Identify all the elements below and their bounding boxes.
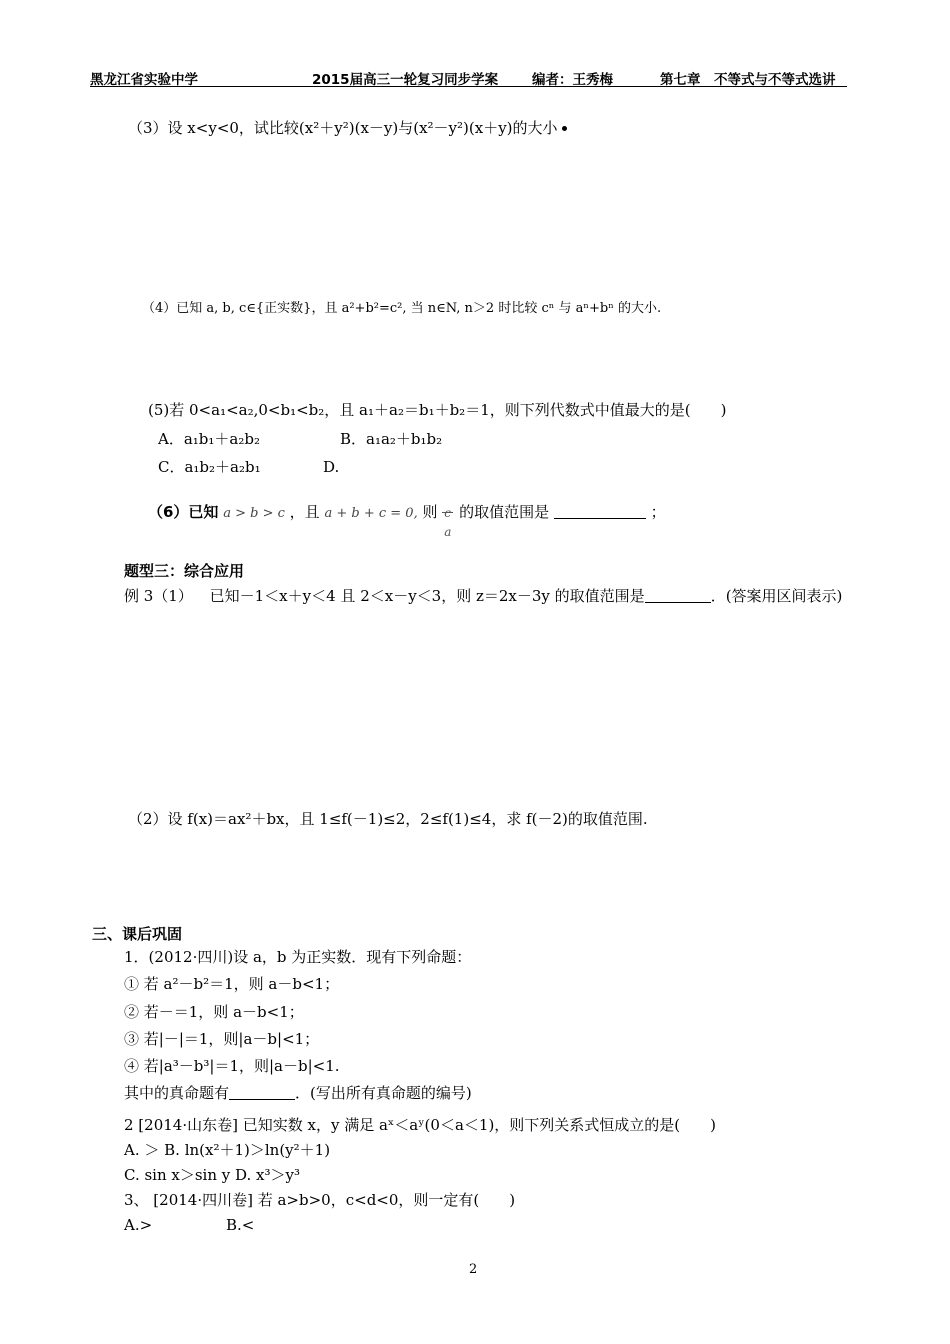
page-header — [90, 66, 847, 86]
homework-1-stem: 1．(2012·四川)设 a，b 为正实数．现有下列命题： — [124, 948, 472, 966]
homework-1-proposition-2: ② 若－＝1，则 a－b<1； — [124, 1003, 304, 1021]
section-heading-homework: 三、课后巩固 — [92, 925, 183, 943]
question-5-option-a: A．a₁b₁＋a₂b₂ — [158, 430, 260, 448]
homework-1-question: 其中的真命题有 ．(写出所有真命题的编号) — [124, 1084, 472, 1102]
example-3-part-2: （2）设 f(x)＝ax²＋bx，且 1≤f(－1)≤2，2≤f(1)≤4，求 f(－2)的取值范围. — [128, 810, 648, 828]
page-number: 2 — [469, 1262, 478, 1277]
question-3: （3）设 x<y<0，试比较(x²＋y²)(x－y)与(x²－y²)(x＋y)的大小 — [128, 118, 567, 138]
question-4: （4）已知 a, b, c∈{正实数}，且 a²+b²=c², 当 n∈N, n＞2 时比较 cⁿ 与 aⁿ+bⁿ 的大小. — [142, 301, 662, 316]
header-school: 黑龙江省实验中学 — [90, 72, 198, 88]
section-heading-type3: 题型三：综合应用 — [124, 562, 245, 580]
header-chapter: 第七章 不等式与不等式选讲 — [660, 72, 836, 88]
condition-sum: a + b + c = 0, — [324, 506, 418, 521]
example-3-part-1: 例 3（1） 已知－1＜x＋y＜4 且 2＜x－y＜3，则 z＝2x－3y 的取值范围是 ．(答案用区间表示) — [124, 587, 843, 605]
condition-inequality: a > b > c — [223, 506, 285, 521]
question-5-option-c: C．a₁b₂＋a₂b₁ — [158, 458, 261, 476]
bullet-dot — [562, 126, 567, 131]
answer-blank[interactable] — [554, 504, 646, 519]
header-author: 编者：王秀梅 — [532, 72, 613, 88]
homework-3-option-b: B.< — [226, 1216, 255, 1234]
answer-blank[interactable] — [229, 1085, 295, 1100]
question-6: （6）已知 a > b > c ，且 a + b + c = 0, 则 c a 的取值范围是 ； — [148, 494, 666, 530]
question-5-stem: (5)若 0<a₁<a₂,0<b₁<b₂，且 a₁＋a₂＝b₁＋b₂＝1，则下列代数式中值最大的是( ) — [148, 401, 727, 419]
homework-3-stem: 3、 [2014·四川卷] 若 a>b>0，c<d<0，则一定有( ) — [124, 1191, 516, 1209]
homework-1-proposition-4: ④ 若|a³－b³|＝1，则|a－b|<1. — [124, 1057, 340, 1075]
question-5-option-d: D. — [323, 458, 340, 476]
homework-2-stem: 2 [2014·山东卷] 已知实数 x，y 满足 aˣ＜aʸ(0＜a＜1)，则下列关系式恒成立的是( ) — [124, 1116, 716, 1134]
answer-blank[interactable] — [645, 588, 711, 603]
homework-2-options-ab: A. ＞ B. ln(x²＋1)＞ln(y²＋1) — [124, 1141, 331, 1159]
fraction-c-over-a: c a — [444, 506, 452, 539]
question-5-option-b: B．a₁a₂＋b₁b₂ — [340, 430, 443, 448]
homework-3-option-a: A.> — [124, 1216, 153, 1234]
header-rule — [90, 86, 847, 87]
homework-2-options-cd: C. sin x＞sin y D. x³＞y³ — [124, 1166, 301, 1184]
homework-1-proposition-1: ① 若 a²－b²＝1，则 a－b<1； — [124, 975, 340, 993]
homework-1-proposition-3: ③ 若|－|＝1，则|a－b|<1； — [124, 1030, 320, 1048]
header-course: 2015届高三一轮复习同步学案 — [312, 72, 499, 88]
